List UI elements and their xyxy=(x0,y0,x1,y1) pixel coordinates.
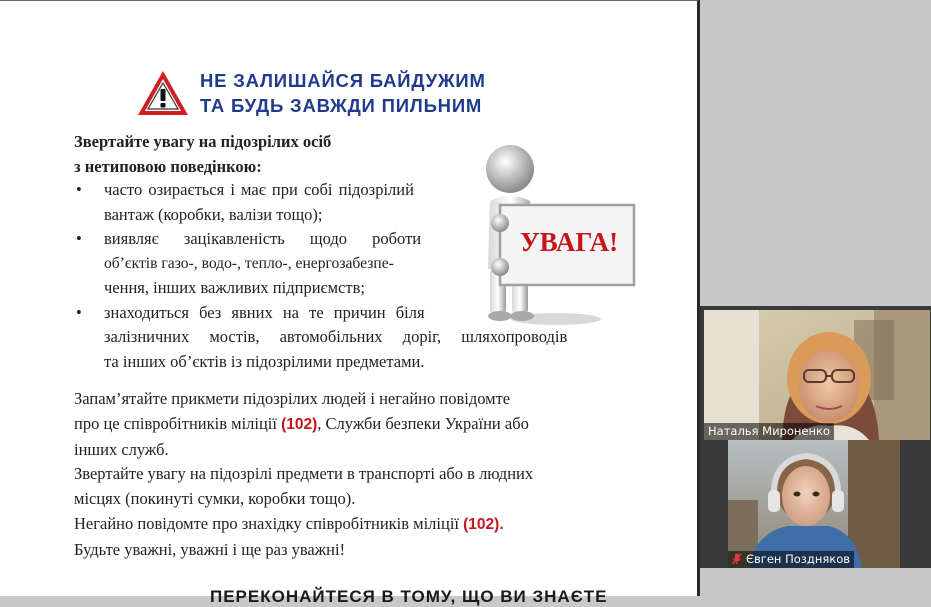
heading-line-1: НЕ ЗАЛИШАЙСЯ БАЙДУЖИМ xyxy=(200,70,486,91)
video-call-panel xyxy=(700,306,931,568)
intro-text xyxy=(74,130,331,179)
attention-sign-illustration xyxy=(476,139,636,329)
intro-line-1: Звертайте увагу на підозрілих осіб xyxy=(74,132,332,151)
participant-name: Наталья Мироненко xyxy=(708,424,830,438)
participant-video-2 xyxy=(728,440,900,568)
bullet-line: часто озирається і має при собі підозрілий xyxy=(104,180,414,199)
emergency-number: (102) xyxy=(281,415,318,433)
participant-tile[interactable] xyxy=(704,310,930,440)
participant-name: Євген Поздняков xyxy=(746,552,851,566)
paragraph-line xyxy=(74,512,642,538)
list-item xyxy=(74,178,474,227)
body-paragraphs xyxy=(74,387,642,563)
bullet-marker: • xyxy=(76,180,82,199)
paragraph-line: Будьте уважні, уважні і ще раз уважні! xyxy=(74,539,346,559)
intro-line-2: з нетиповою поведінкою: xyxy=(74,156,262,176)
paragraph-line: Звертайте увагу на підозрілі предмети в транспорті або в людних xyxy=(74,464,534,484)
warning-heading xyxy=(136,67,556,119)
participant-name-label xyxy=(728,551,854,568)
bullet-line: об’єктів газо-, водо-, тепло-, енергозабезпе- xyxy=(104,254,394,272)
bullet-line: вантаж (коробки, валізи тощо); xyxy=(104,204,323,224)
participant-name-label xyxy=(704,423,834,440)
sign-label: УВАГА! xyxy=(519,227,619,257)
participant-video-1 xyxy=(704,310,930,440)
muted-microphone-icon xyxy=(732,553,742,565)
paragraph-text: , Служби безпеки України або xyxy=(317,413,529,433)
list-item xyxy=(74,227,474,301)
bullet-marker: • xyxy=(76,229,82,248)
paragraph-line: інших служб. xyxy=(74,439,169,459)
paragraph-line: місцях (покинуті сумки, коробки тощо). xyxy=(74,489,356,509)
paragraph-line xyxy=(74,412,642,438)
bullet-line: виявляє зацікавленість щодо роботи xyxy=(104,229,422,248)
participant-tile[interactable] xyxy=(728,440,900,568)
paragraph-text: Негайно повідомте про знахідку співробітників міліції xyxy=(74,513,464,533)
cut-off-heading: ПЕРЕКОНАЙТЕСЯ В ТОМУ, ЩО ВИ ЗНАЄТЕ xyxy=(210,587,608,606)
bullet-line: залізничних мостів, автомобільних доріг, шляхопроводів xyxy=(104,327,568,346)
paragraph-text: про це співробітників міліції xyxy=(74,413,282,433)
heading-line-2: ТА БУДЬ ЗАВЖДИ ПИЛЬНИМ xyxy=(200,95,483,116)
warning-triangle-icon xyxy=(136,69,190,117)
paragraph-text: . xyxy=(499,515,504,533)
bullet-marker: • xyxy=(76,302,82,322)
bullet-line: та інших об’єктів із підозрілими предметами. xyxy=(104,351,425,371)
emergency-number: (102) xyxy=(463,515,500,533)
paragraph-line: Запам’ятайте прикмети підозрілих людей і негайно повідомте xyxy=(74,389,511,408)
bullet-line: чення, інших важливих підприємств; xyxy=(104,278,365,297)
bullet-line: знаходиться без явних на те причин біля xyxy=(104,302,425,322)
